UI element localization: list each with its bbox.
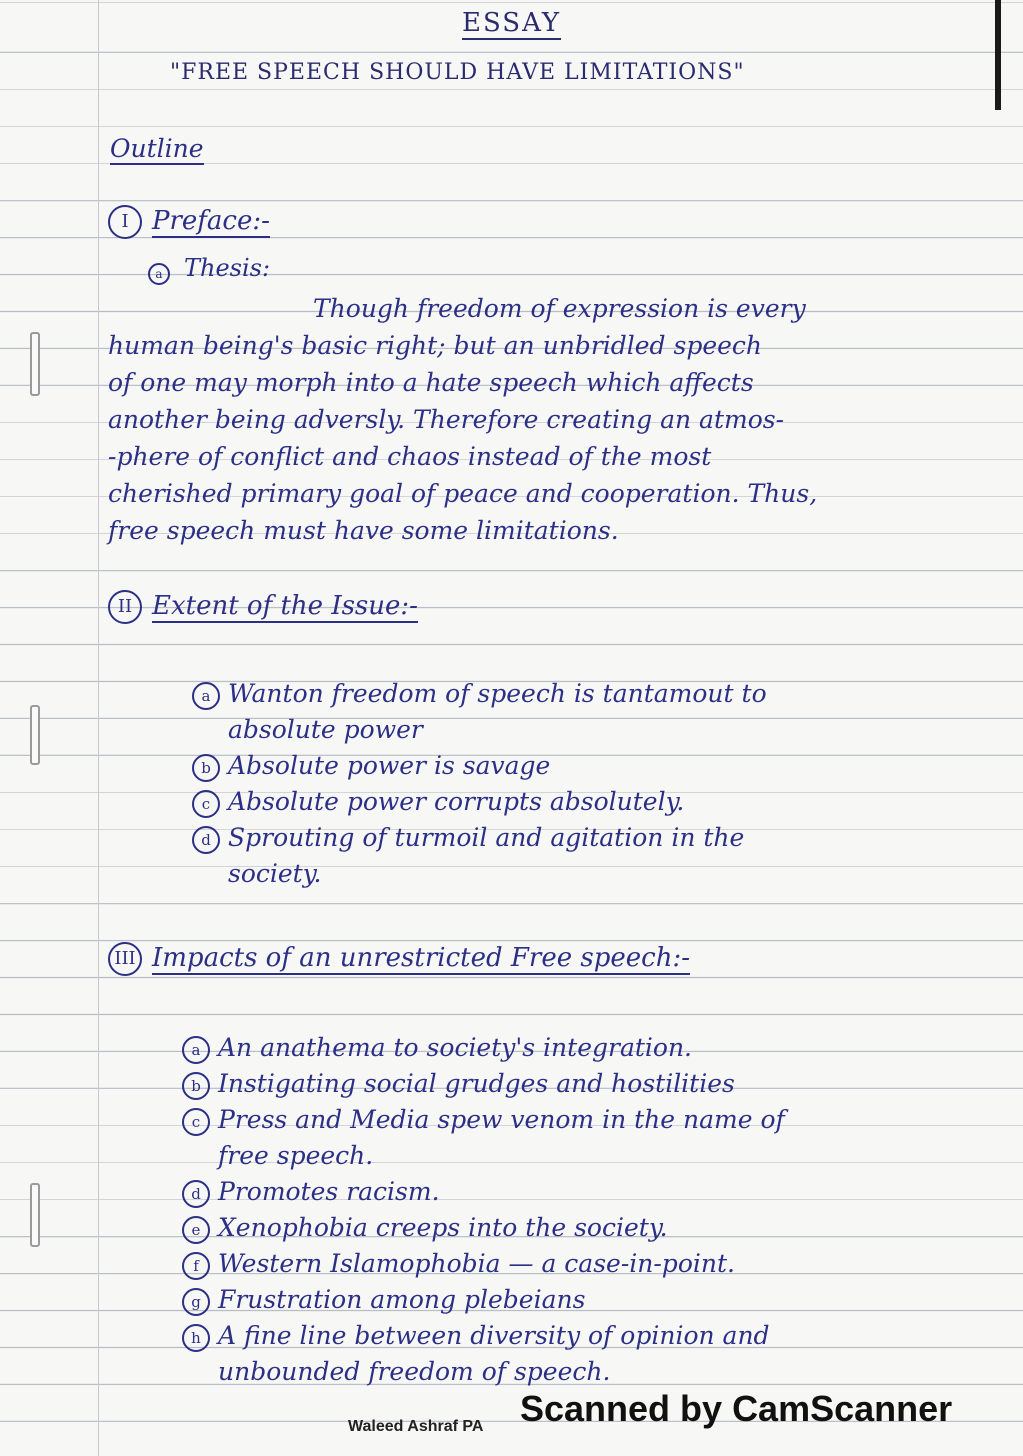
list-bullet: c: [182, 1108, 210, 1136]
list-item-text: A fine line between diversity of opinion and: [218, 1321, 770, 1350]
list-item: [192, 748, 767, 784]
list-item: [182, 1282, 785, 1318]
thesis-line: free speech must have some limitations.: [108, 516, 619, 545]
essay-label: [0, 8, 1023, 38]
list-item-text: Absolute power corrupts absolutely.: [228, 787, 685, 816]
list-bullet: b: [192, 754, 220, 782]
list-item-continuation: free speech.: [218, 1141, 374, 1170]
list-item-text: Absolute power is savage: [228, 751, 551, 780]
list-bullet: f: [182, 1252, 210, 1280]
list-item: [192, 676, 767, 712]
extent-list: [192, 676, 767, 892]
section-number: I: [108, 205, 142, 239]
essay-title-text: ESSAY: [461, 8, 562, 38]
section-heading-impacts: [108, 942, 690, 976]
list-bullet: e: [182, 1216, 210, 1244]
list-item: [182, 1246, 785, 1282]
thesis-line: cherished primary goal of peace and cooperation. Thus,: [108, 479, 818, 508]
list-item-text: Wanton freedom of speech is tantamout to: [228, 679, 767, 708]
list-bullet: h: [182, 1324, 210, 1352]
list-item-text: Promotes racism.: [218, 1177, 440, 1206]
camscanner-watermark: Scanned by CamScanner: [520, 1388, 953, 1429]
list-bullet: b: [182, 1072, 210, 1100]
margin-line: [98, 0, 99, 1456]
outline-heading: Outline: [110, 134, 204, 163]
section-heading-text: Preface:-: [152, 206, 270, 236]
list-item-continuation: society.: [228, 859, 322, 888]
thesis-line: -phere of conflict and chaos instead of the most: [108, 442, 712, 471]
list-bullet: a: [192, 682, 220, 710]
author-name: Waleed Ashraf PA: [348, 1418, 484, 1435]
section-number: II: [108, 590, 142, 624]
section-heading-text: Impacts of an unrestricted Free speech:-: [152, 943, 691, 973]
list-item-text: Instigating social grudges and hostilities: [218, 1069, 735, 1098]
list-item-text: An anathema to society's integration.: [218, 1033, 692, 1062]
list-item: [182, 1174, 785, 1210]
list-item: [182, 1030, 785, 1066]
list-item: [182, 1066, 785, 1102]
list-item-text: Sprouting of turmoil and agitation in the: [228, 823, 745, 852]
list-item: [182, 1210, 785, 1246]
thesis-paragraph: [108, 290, 908, 549]
thesis-bullet: a: [148, 263, 170, 285]
list-bullet: c: [192, 790, 220, 818]
thesis-heading: [148, 254, 270, 282]
thesis-line: another being adversly. Therefore creating an atmos-: [108, 405, 785, 434]
list-bullet: g: [182, 1288, 210, 1316]
thesis-line: of one may morph into a hate speech which affects: [108, 368, 754, 397]
list-item-text: Press and Media spew venom in the name of: [218, 1105, 785, 1134]
thesis-line: human being's basic right; but an unbridled speech: [108, 331, 763, 360]
binder-ring: [30, 332, 40, 396]
list-item: [192, 784, 767, 820]
list-bullet: d: [182, 1180, 210, 1208]
section-number: III: [108, 942, 142, 976]
impacts-list: [182, 1030, 785, 1390]
list-item-text: Frustration among plebeians: [218, 1285, 586, 1314]
section-heading-preface: [108, 205, 270, 239]
list-item-continuation: absolute power: [228, 715, 423, 744]
thesis-line: Though freedom of expression is every: [313, 294, 806, 323]
thesis-label: Thesis:: [184, 254, 271, 282]
binder-ring: [30, 705, 40, 765]
section-heading-extent: [108, 590, 418, 624]
binder-ring: [30, 1183, 40, 1247]
list-item: [182, 1102, 785, 1138]
list-item-text: Western Islamophobia — a case-in-point.: [218, 1249, 735, 1278]
list-item-text: Xenophobia creeps into the society.: [218, 1213, 668, 1242]
list-bullet: a: [182, 1036, 210, 1064]
list-item: [182, 1318, 785, 1354]
list-bullet: d: [192, 826, 220, 854]
list-item-continuation: unbounded freedom of speech.: [218, 1357, 611, 1386]
section-heading-text: Extent of the Issue:-: [152, 591, 418, 621]
list-item: [192, 820, 767, 856]
essay-title: "FREE SPEECH SHOULD HAVE LIMITATIONS": [170, 60, 745, 85]
